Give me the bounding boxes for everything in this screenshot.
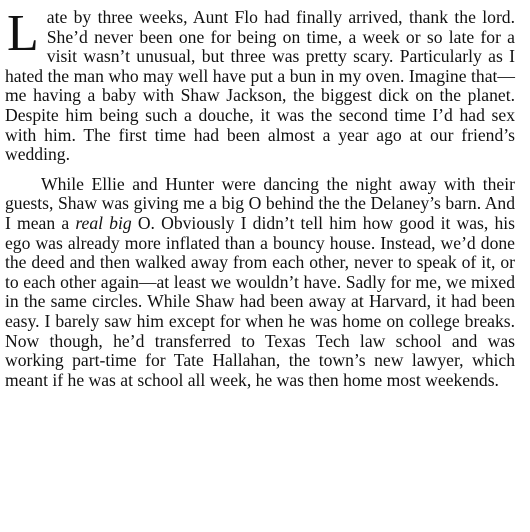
paragraph-2-text-b: O. Obviously I didn’t tell him how good it was, his ego was already more inflated than a bouncy house. Instead, we’d done the deed and then walked away from each other, never to speak of it, or to each other again—at least we wouldn’t have. Sadly for me, we mixed in the same circles. While Shaw had been away at Harvard, it had been easy. I barely saw him except for when he was home on college breaks. Now though, he’d transferred to Texas Tech law school and was working part-time for Tate Hallahan, the town’s new lawyer, which meant if he was at school all week, he was then home most weekends. [5, 212, 516, 390]
emphasis-text: real big [75, 212, 132, 233]
paragraph-2 [5, 175, 515, 391]
paragraph-1-text: ate by three weeks, Aunt Flo had finally arrived, thank the lord. She’d never been one for being on time, a week or so late for a visit wasn’t unusual, but three was pretty scary. Particularly as I hated the man who may well have put a bun in my oven. Imagine that—me having a baby with Shaw Jackson, the biggest dick on the planet. Despite him being such a douche, it was the second time I’d had sex with him. The first time had been almost a year ago at our friend’s wedding. [5, 7, 515, 165]
paragraph-1 [5, 5, 515, 165]
drop-cap: L [7, 5, 39, 62]
book-page [5, 5, 516, 390]
paragraph-2-text-a: While Ellie and Hunter were dancing the night away with their guests, Shaw was giving me a big O behind the the Delaney’s barn. And I mean a [5, 173, 515, 233]
